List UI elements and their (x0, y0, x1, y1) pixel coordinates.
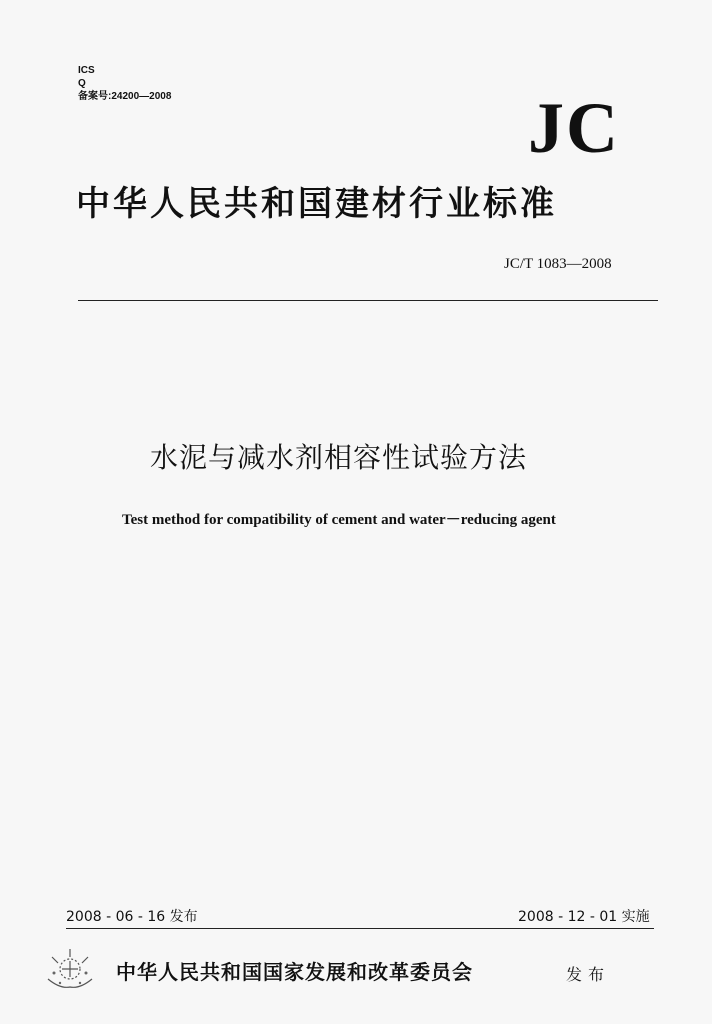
header-divider (78, 300, 658, 301)
national-emblem-icon (40, 945, 100, 995)
title-english: Test method for compatibility of cement and water－reducing agent (122, 512, 556, 528)
implement-date: 2008 - 12 - 01 实施 (518, 909, 650, 925)
classification-q: Q (78, 78, 86, 89)
issue-label: 发布 (566, 965, 611, 984)
standard-category: 中华人民共和国建材行业标准 (76, 184, 557, 224)
standard-code: JC/T 1083—2008 (504, 256, 612, 272)
title-chinese: 水泥与减水剂相容性试验方法 (150, 441, 528, 474)
footer-divider (66, 928, 654, 929)
ics-label: ICS (78, 65, 95, 76)
issuing-authority: 中华人民共和国国家发展和改革委员会 (116, 960, 473, 984)
record-number: 备案号:24200—2008 (78, 91, 172, 102)
publish-date: 2008 - 06 - 16 发布 (66, 909, 198, 925)
jc-logo: JC (528, 88, 620, 168)
header-meta (78, 64, 171, 103)
